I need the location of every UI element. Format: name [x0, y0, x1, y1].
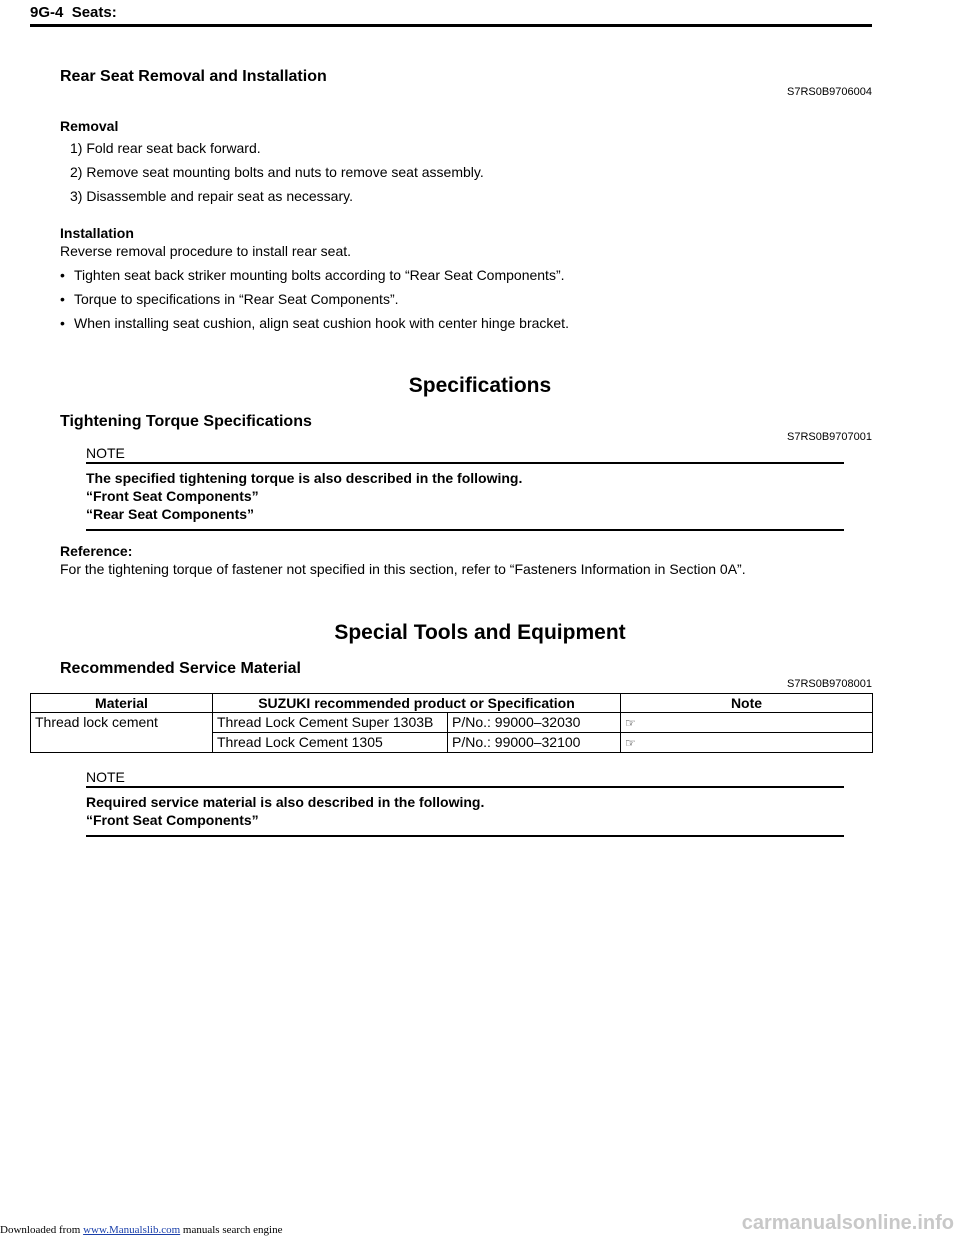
special-tools-heading: Special Tools and Equipment: [334, 621, 626, 644]
removal-step-2: 2) Remove seat mounting bolts and nuts to remove seat assembly.: [70, 164, 484, 180]
material-heading: Recommended Service Material: [60, 660, 301, 677]
bullet-text: Torque to specifications in “Rear Seat Components”.: [74, 291, 399, 307]
footer-prefix: Downloaded from: [0, 1224, 81, 1236]
note-top-rule: [86, 462, 844, 464]
bullet-marker: •: [60, 267, 65, 283]
note-line: “Front Seat Components”: [86, 812, 259, 828]
product-cell: Thread Lock Cement 1305: [213, 733, 448, 753]
reference-text: For the tightening torque of fastener not specified in this section, refer to “Fasteners Information in Section 0A”.: [60, 561, 746, 577]
part-number-cell: P/No.: 99000–32030: [448, 713, 621, 733]
page-number: 9G-4: [30, 4, 64, 21]
pointing-hand-icon: ☞: [625, 736, 636, 750]
bullet-marker: •: [60, 291, 65, 307]
product-cell: Thread Lock Cement Super 1303B: [213, 713, 448, 733]
header-product: SUZUKI recommended product or Specification: [213, 694, 621, 713]
installation-bullet: [60, 266, 565, 284]
service-material-table: [30, 693, 873, 753]
pointing-hand-icon: ☞: [625, 716, 636, 730]
header-rule: [30, 24, 872, 27]
page-header: [30, 4, 117, 21]
rear-seat-heading: Rear Seat Removal and Installation: [60, 68, 327, 85]
installation-heading: Installation: [60, 225, 134, 241]
part-number-cell: P/No.: 99000–32100: [448, 733, 621, 753]
material-code: S7RS0B9708001: [786, 678, 872, 690]
specifications-heading: Specifications: [408, 374, 552, 397]
torque-heading: Tightening Torque Specifications: [60, 413, 312, 430]
torque-code: S7RS0B9707001: [786, 431, 872, 443]
installation-bullet: [60, 290, 399, 308]
note-bottom-rule: [86, 529, 844, 531]
material-cell: Thread lock cement: [31, 713, 213, 753]
note-line: “Rear Seat Components”: [86, 506, 255, 522]
note-line: “Front Seat Components”: [86, 488, 259, 504]
note-bottom-rule: [86, 835, 844, 837]
header-material: Material: [31, 694, 213, 713]
manualslib-link[interactable]: www.Manualslib.com: [83, 1224, 181, 1236]
bullet-marker: •: [60, 315, 65, 331]
footer-suffix: manuals search engine: [182, 1224, 283, 1236]
note-label: NOTE: [86, 769, 125, 785]
bullet-text: When installing seat cushion, align seat cushion hook with center hinge bracket.: [74, 315, 569, 331]
installation-bullet: [60, 314, 569, 332]
removal-heading: Removal: [60, 118, 119, 134]
note-cell: [621, 733, 873, 753]
section-title: Seats:: [71, 4, 117, 21]
note-top-rule: [86, 786, 844, 788]
table-header-row: [31, 694, 873, 713]
header-note: Note: [621, 694, 873, 713]
note-label: NOTE: [86, 445, 125, 461]
watermark: carmanualsonline.info: [741, 1212, 954, 1234]
reference-label: Reference:: [60, 543, 133, 559]
removal-step-1: 1) Fold rear seat back forward.: [70, 140, 261, 156]
bullet-text: Tighten seat back striker mounting bolts according to “Rear Seat Components”.: [74, 267, 565, 283]
download-footer: [0, 1224, 282, 1236]
rear-seat-code: S7RS0B9706004: [786, 86, 872, 98]
table-row: [31, 713, 873, 733]
note-cell: [621, 713, 873, 733]
note-line: Required service material is also described in the following.: [86, 794, 485, 810]
removal-step-3: 3) Disassemble and repair seat as necessary.: [70, 188, 353, 204]
note-line: The specified tightening torque is also described in the following.: [86, 470, 523, 486]
installation-text: Reverse removal procedure to install rear seat.: [60, 243, 352, 259]
